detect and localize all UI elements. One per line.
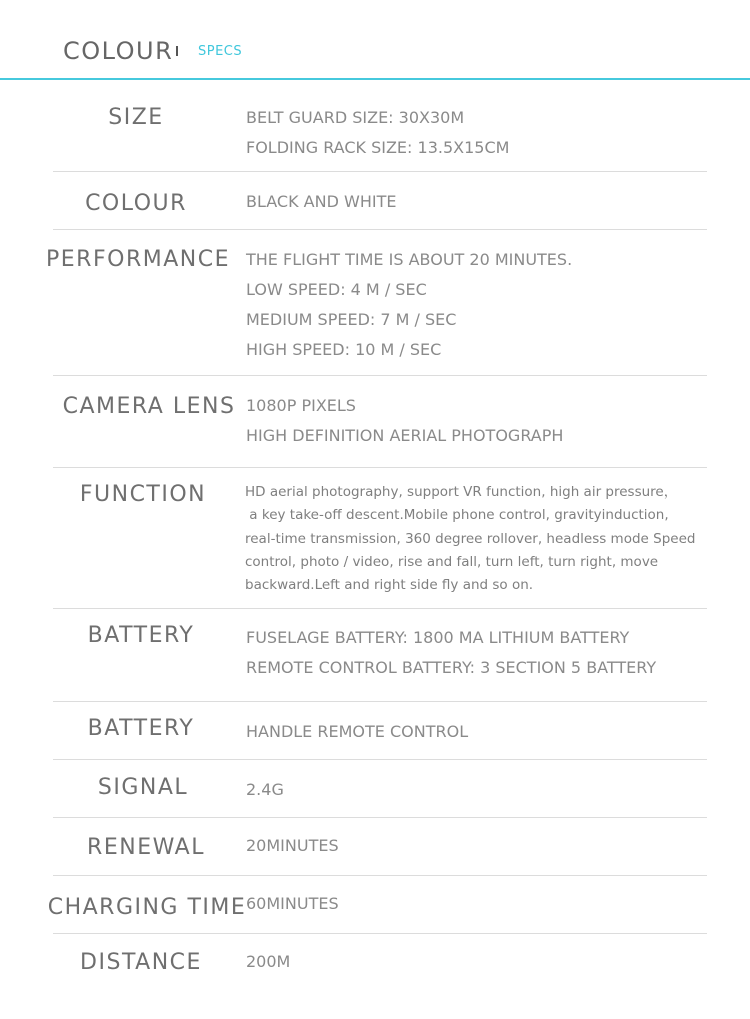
spec-value: REMOTE CONTROL BATTERY: 3 SECTION 5 BATTERY bbox=[246, 658, 657, 677]
spec-description-line: backward.Left and right side fly and so on. bbox=[245, 577, 534, 594]
spec-values bbox=[246, 391, 716, 451]
spec-value: 1080P PIXELS bbox=[246, 396, 356, 415]
spec-value: 20MINUTES bbox=[246, 836, 339, 855]
spec-values bbox=[246, 623, 726, 683]
spec-description bbox=[245, 481, 695, 597]
spec-description-line: HD aerial photography, support VR function, high air pressure， bbox=[245, 484, 678, 500]
spec-value: HIGH DEFINITION AERIAL PHOTOGRAPH bbox=[246, 426, 564, 445]
spec-values bbox=[246, 889, 716, 919]
row-divider bbox=[53, 817, 707, 818]
row-divider bbox=[53, 759, 707, 760]
spec-value: LOW SPEED: 4 M / SEC bbox=[246, 280, 427, 299]
spec-description-line: a key take-off descent.Mobile phone control, gravityinduction, bbox=[245, 507, 669, 524]
row-divider bbox=[53, 933, 707, 934]
spec-value: BLACK AND WHITE bbox=[246, 192, 397, 211]
page-subtitle: SPECS bbox=[198, 44, 243, 59]
spec-values bbox=[246, 187, 716, 217]
row-divider bbox=[53, 467, 707, 468]
spec-label: PERFORMANCE bbox=[46, 247, 230, 272]
spec-label: COLOUR bbox=[85, 191, 187, 216]
spec-label: RENEWAL bbox=[87, 835, 205, 860]
spec-label: BATTERY bbox=[87, 623, 195, 648]
header-accent-rule bbox=[0, 78, 750, 80]
spec-label: CHARGING TIME bbox=[47, 895, 247, 920]
row-divider bbox=[53, 875, 707, 876]
header bbox=[0, 0, 750, 81]
title-divider bbox=[176, 46, 178, 56]
spec-value: HIGH SPEED: 10 M / SEC bbox=[246, 340, 442, 359]
spec-values bbox=[246, 831, 716, 861]
spec-label: FUNCTION bbox=[79, 482, 207, 507]
spec-value: BELT GUARD SIZE: 30X30M bbox=[246, 108, 465, 127]
spec-values bbox=[246, 775, 716, 805]
row-divider bbox=[53, 608, 707, 609]
row-divider bbox=[53, 171, 707, 172]
row-divider bbox=[53, 229, 707, 230]
spec-value: FUSELAGE BATTERY: 1800 MA LITHIUM BATTERY bbox=[246, 628, 630, 647]
spec-value: HANDLE REMOTE CONTROL bbox=[246, 722, 469, 741]
row-divider bbox=[53, 375, 707, 376]
spec-label: SIGNAL bbox=[97, 775, 189, 800]
spec-values bbox=[246, 717, 716, 747]
spec-label: SIZE bbox=[108, 105, 164, 130]
spec-value: 2.4G bbox=[246, 780, 284, 799]
spec-description-line: real-time transmission, 360 degree rollover, headless mode Speed bbox=[245, 530, 696, 547]
spec-value: MEDIUM SPEED: 7 M / SEC bbox=[246, 310, 457, 329]
spec-values bbox=[246, 103, 716, 163]
page-title: COLOUR bbox=[63, 37, 174, 65]
spec-description-line: control, photo / video, rise and fall, turn left, turn right, move bbox=[245, 553, 659, 570]
spec-label: DISTANCE bbox=[80, 950, 202, 975]
spec-values bbox=[246, 947, 716, 977]
spec-value: 200M bbox=[246, 952, 291, 971]
spec-value: FOLDING RACK SIZE: 13.5X15CM bbox=[246, 138, 510, 157]
spec-label: CAMERA LENS bbox=[62, 394, 236, 419]
spec-label: BATTERY bbox=[87, 716, 195, 741]
spec-values bbox=[246, 245, 716, 365]
spec-value: THE FLIGHT TIME IS ABOUT 20 MINUTES. bbox=[246, 250, 573, 269]
row-divider bbox=[53, 701, 707, 702]
spec-value: 60MINUTES bbox=[246, 894, 339, 913]
